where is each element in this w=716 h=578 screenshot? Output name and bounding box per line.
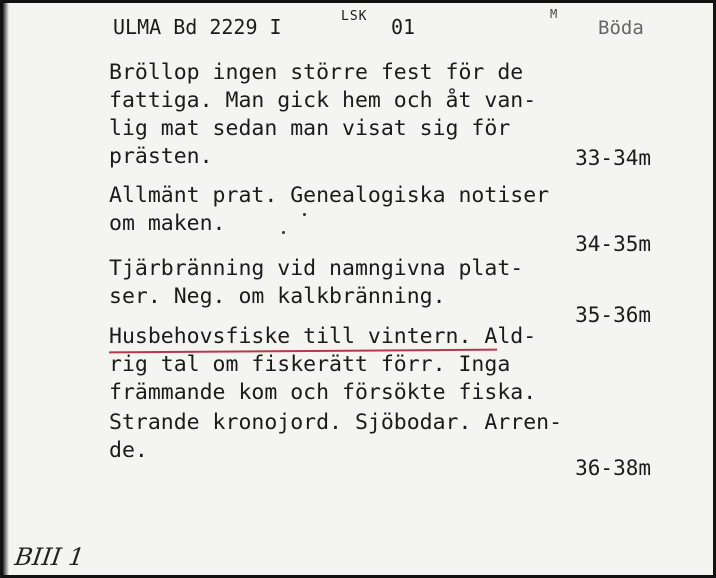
entry-1-time: 33-34m — [575, 146, 651, 170]
entry-1-line-2: fattiga. Man gick hem och åt van- — [109, 88, 537, 113]
card-edge-shadow — [3, 3, 9, 575]
entry-3-line-1: Tjärbränning vid namngivna plat- — [109, 256, 524, 281]
entry-1-line-4: prästen. — [109, 144, 213, 169]
entry-1-line-1: Bröllop ingen större fest för de — [109, 60, 524, 85]
speck — [282, 231, 285, 234]
entry-4-line-2: rig tal om fiskerätt förr. Inga — [109, 352, 511, 377]
place-name: Böda — [598, 17, 644, 39]
handwritten-note: BIII 1 — [13, 543, 86, 571]
speck — [303, 213, 306, 216]
entry-1-line-3: lig mat sedan man visat sig för — [109, 116, 511, 141]
entry-2-time: 34-35m — [575, 232, 651, 256]
archive-reference: ULMA Bd 2229 I — [113, 15, 282, 39]
entry-4-time: 36-38m — [575, 456, 651, 480]
entry-4-line-5: de. — [109, 438, 148, 463]
archive-mark: M — [550, 7, 558, 21]
entry-3-line-2: ser. Neg. om kalkbränning. — [109, 284, 446, 309]
archive-code: LSK — [341, 9, 368, 24]
entry-2-line-1: Allmänt prat. Genealogiska notiser — [109, 183, 550, 208]
entry-4-line-1: Husbehovsfiske till vintern. Ald- — [109, 324, 537, 349]
entry-4-line-4: Strande kronojord. Sjöbodar. Arren- — [109, 410, 563, 435]
entry-2-line-2: om maken. — [109, 211, 226, 236]
entry-3-time: 35-36m — [575, 303, 651, 327]
archive-number: 01 — [391, 15, 416, 39]
card-header — [113, 7, 683, 41]
entry-4-line-3: främmande kom och försökte fiska. — [109, 380, 537, 405]
